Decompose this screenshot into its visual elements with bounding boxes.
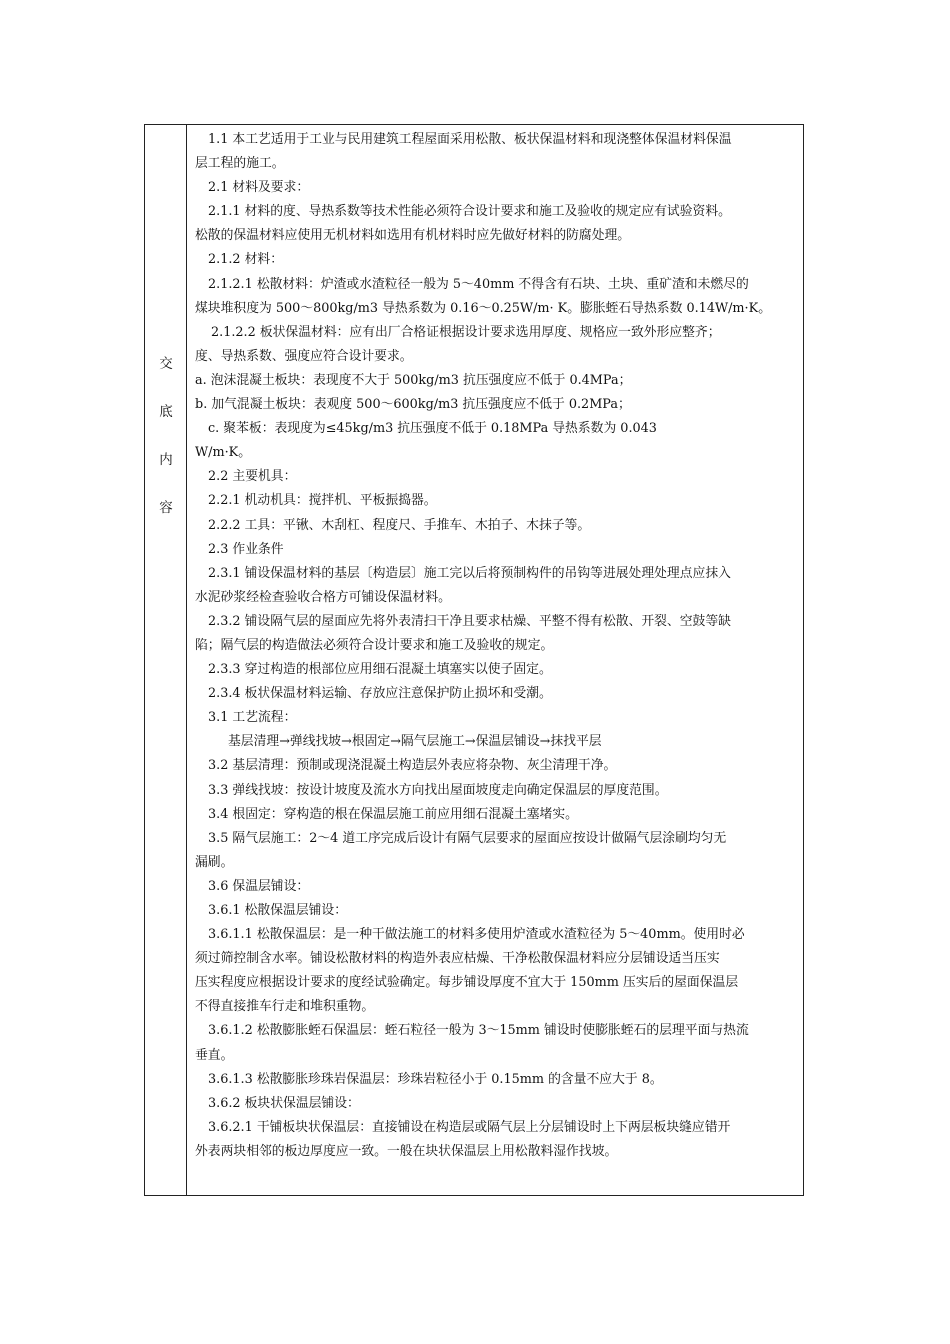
content-line: c. 聚苯板：表现度为≤45kg/m3 抗压强度不低于 0.18MPa 导热系数为 0.043 bbox=[208, 421, 657, 437]
content-line: 2.1.1 材料的度、导热系数等技术性能必须符合设计要求和施工及验收的规定应有试验资料。 bbox=[208, 204, 731, 220]
content-line: 不得直接推车行走和堆积重物。 bbox=[195, 999, 375, 1015]
section-label-cell bbox=[145, 125, 187, 1195]
content-line: a. 泡沫混凝土板块：表现度不大于 500kg/m3 抗压强度应不低于 0.4MPa； bbox=[195, 372, 632, 388]
content-line: 2.3.1 铺设保温材料的基层〔构造层〕施工完以后将预制构件的吊钩等进展处理处理点应抹入 bbox=[208, 565, 731, 581]
label-char: 交 bbox=[159, 356, 173, 372]
content-line: 垂直。 bbox=[195, 1047, 234, 1063]
content-line: 2.1.2.1 松散材料：炉渣或水渣粒径一般为 5～40mm 不得含有石块、土块、重矿渣和未燃尽的 bbox=[208, 276, 749, 292]
content-line: 2.2 主要机具： bbox=[208, 469, 297, 485]
content-line: 煤块堆积度为 500～800kg/m3 导热系数为 0.16～0.25W/m· K。膨胀蛭石导热系数 0.14W/m·K。 bbox=[195, 300, 771, 316]
content-line: 2.3 作业条件 bbox=[208, 541, 284, 557]
content-line: 3.4 根固定：穿构造的根在保温层施工前应用细石混凝土塞堵实。 bbox=[208, 806, 578, 822]
content-line: 水泥砂浆经检查验收合格方可铺设保温材料。 bbox=[195, 589, 451, 605]
content-line: 3.6.1.3 松散膨胀珍珠岩保温层：珍珠岩粒径小于 0.15mm 的含量不应大于 8。 bbox=[208, 1071, 663, 1087]
content-line: 须过筛控制含水率。铺设松散材料的构造外表应枯燥、干净松散保温材料应分层铺设适当压实 bbox=[195, 951, 720, 967]
content-line: 1.1 本工艺适用于工业与民用建筑工程屋面采用松散、板状保温材料和现浇整体保温材料保温 bbox=[208, 132, 732, 147]
content-line: 基层清理→弹线找坡→根固定→隔气层施工→保温层铺设→抹找平层 bbox=[228, 734, 602, 750]
content-line: 外表两块相邻的板边厚度应一致。一般在块状保温层上用松散料湿作找坡。 bbox=[195, 1143, 618, 1159]
content-line: 3.6 保温层铺设： bbox=[208, 878, 310, 894]
content-line: 3.5 隔气层施工：2～4 道工序完成后设计有隔气层要求的屋面应按设计做隔气层涂刷均匀无 bbox=[208, 830, 727, 846]
content-line: 2.1.2.2 板状保温材料：应有出厂合格证根据设计要求选用厚度、规格应一致外形应整齐； bbox=[211, 324, 721, 340]
content-line: 3.6.2 板块状保温层铺设： bbox=[208, 1095, 360, 1111]
content-line: 2.3.2 铺设隔气层的屋面应先将外表清扫干净且要求枯燥、平整不得有松散、开裂、空鼓等缺 bbox=[208, 613, 731, 629]
disclosure-content bbox=[187, 125, 803, 1195]
content-line: 2.1.2 材料： bbox=[208, 252, 284, 268]
content-line: 层工程的施工。 bbox=[195, 156, 285, 172]
content-line: b. 加气混凝土板块：表观度 500～600kg/m3 抗压强度应不低于 0.2MPa； bbox=[195, 397, 631, 413]
section-label bbox=[145, 340, 187, 532]
content-line: 3.1 工艺流程： bbox=[208, 710, 297, 726]
content-line: 3.6.2.1 干铺板块状保温层：直接铺设在构造层或隔气层上分层铺设时上下两层板块缝应错开 bbox=[208, 1119, 731, 1135]
content-line: 压实程度应根据设计要求的度经试验确定。每步铺设厚度不宜大于 150mm 压实后的屋面保温层 bbox=[195, 975, 739, 991]
content-line: 漏刷。 bbox=[195, 854, 234, 870]
label-char: 内 bbox=[159, 452, 173, 468]
content-line: 3.6.1.2 松散膨胀蛭石保温层：蛭石粒径一般为 3～15mm 铺设时使膨胀蛭石的层理平面与热流 bbox=[208, 1023, 749, 1039]
content-line: W/m·K。 bbox=[195, 445, 252, 461]
content-line: 2.3.4 板状保温材料运输、存放应注意保护防止损坏和受潮。 bbox=[208, 686, 552, 702]
content-line: 2.2.1 机动机具：搅拌机、平板振捣器。 bbox=[208, 493, 437, 509]
content-line: 陷；隔气层的构造做法必须符合设计要求和施工及验收的规定。 bbox=[195, 637, 554, 653]
label-char: 底 bbox=[159, 404, 173, 420]
content-line: 2.3.3 穿过构造的根部位应用细石混凝土填塞实以使子固定。 bbox=[208, 662, 552, 678]
content-line: 松散的保温材料应使用无机材料如选用有机材料时应先做好材料的防腐处理。 bbox=[195, 228, 631, 244]
content-line: 度、导热系数、强度应符合设计要求。 bbox=[195, 348, 413, 364]
content-line: 3.2 基层清理：预制或现浇混凝土构造层外表应将杂物、灰尘清理干净。 bbox=[208, 758, 617, 774]
content-line: 2.2.2 工具：平锹、木刮杠、程度尺、手推车、木拍子、木抹子等。 bbox=[208, 517, 591, 533]
content-line: 3.6.1 松散保温层铺设： bbox=[208, 903, 348, 918]
disclosure-table bbox=[144, 124, 804, 1196]
content-line: 3.6.1.1 松散保温层：是一种干做法施工的材料多使用炉渣或水渣粒径为 5～40mm。使用时必 bbox=[208, 927, 745, 943]
content-line: 2.1 材料及要求： bbox=[208, 180, 310, 196]
label-char: 容 bbox=[159, 500, 173, 516]
content-line: 3.3 弹线找坡：按设计坡度及流水方向找出屋面坡度走向确定保温层的厚度范围。 bbox=[208, 782, 668, 798]
